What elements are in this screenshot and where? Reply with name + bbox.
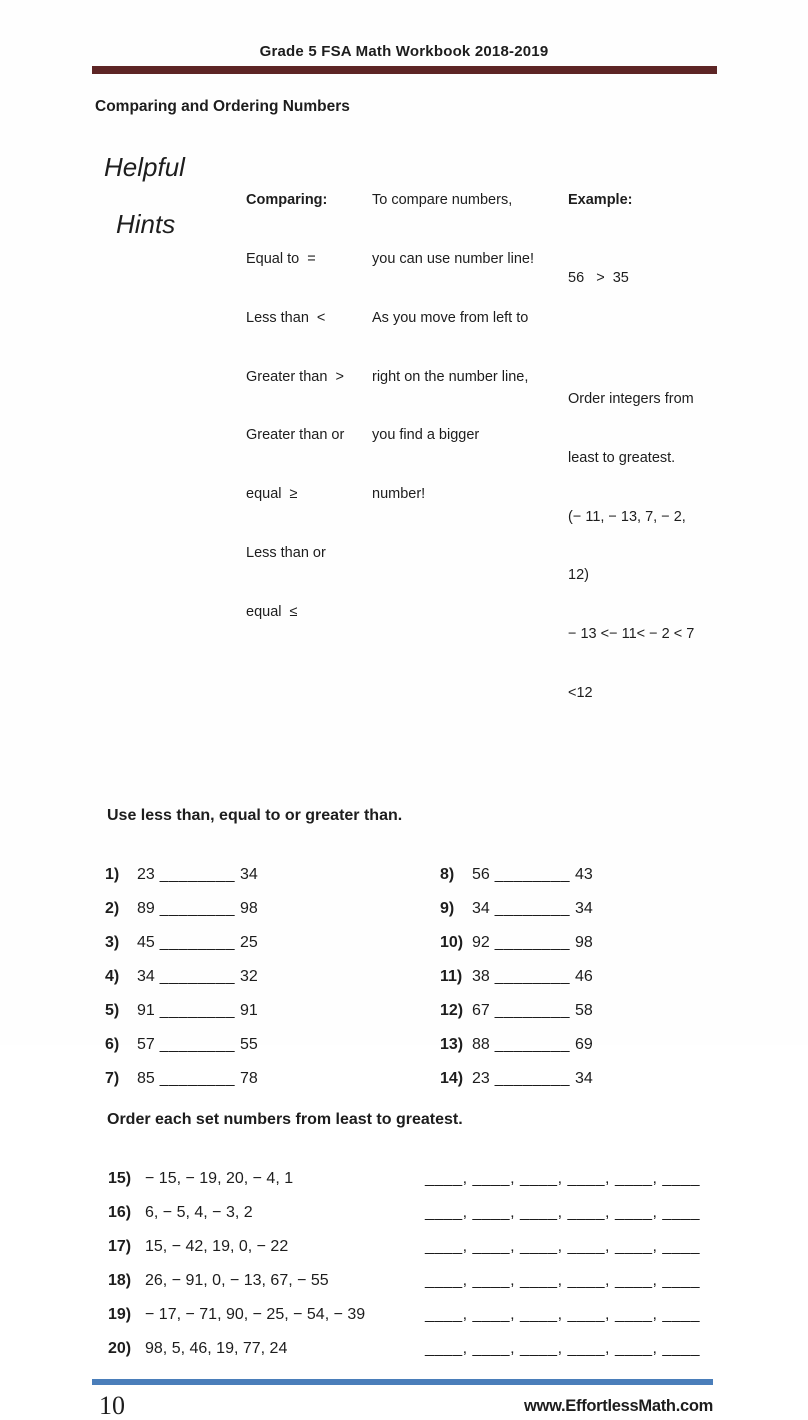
- section-title: Comparing and Ordering Numbers: [95, 98, 350, 115]
- compare-problem: [105, 1002, 440, 1036]
- comparing-line: Equal to =: [246, 250, 316, 267]
- answer-blank: ________: [159, 899, 235, 917]
- comparing-line: Less than <: [246, 309, 326, 326]
- answer-blank: ________: [494, 967, 570, 985]
- hints-label-line2: Hints: [116, 209, 176, 239]
- comparing-line: Less than or: [246, 544, 326, 561]
- problem-number: 9): [440, 899, 455, 917]
- compare-problem: [440, 1036, 593, 1070]
- site-url: www.EffortlessMath.com: [524, 1396, 713, 1415]
- number-set: 6, − 5, 4, − 3, 2: [145, 1203, 253, 1221]
- compare-problem: [440, 968, 593, 1002]
- compare-problem: [105, 1070, 440, 1104]
- compare-problem: [105, 900, 440, 934]
- answer-blank: ________: [159, 933, 235, 951]
- hints-label-line1: Helpful: [104, 152, 185, 182]
- right-value: 58: [574, 1001, 593, 1019]
- left-value: 38: [472, 967, 490, 985]
- compare-problems-right-column: [440, 866, 593, 1104]
- number-set: 26, − 91, 0, − 13, 67, − 55: [145, 1271, 329, 1289]
- number-set: 15, − 42, 19, 0, − 22: [145, 1237, 289, 1255]
- order-problem: [108, 1170, 808, 1204]
- left-value: 56: [472, 865, 490, 883]
- problem-number: 19): [108, 1305, 132, 1323]
- page-number: 10: [99, 1390, 125, 1420]
- answer-blanks: ____, ____, ____, ____, ____, ____: [425, 1203, 701, 1221]
- compare-problem: [105, 1036, 440, 1070]
- compare-problem: [105, 968, 440, 1002]
- comparing-line: Greater than >: [246, 368, 344, 385]
- left-value: 23: [472, 1069, 490, 1087]
- problem-number: 18): [108, 1271, 132, 1289]
- left-value: 89: [137, 899, 155, 917]
- problem-number: 20): [108, 1339, 132, 1357]
- problem-number: 16): [108, 1203, 132, 1221]
- left-value: 92: [472, 933, 490, 951]
- footer: [0, 1385, 808, 1420]
- comparing-column: [246, 152, 372, 661]
- header-rule: [92, 66, 717, 74]
- compare-problem: [440, 1002, 593, 1036]
- explanation-line: As you move from left to: [372, 309, 529, 326]
- answer-blank: ________: [494, 933, 570, 951]
- problem-number: 2): [105, 899, 120, 917]
- problem-number: 10): [440, 933, 464, 951]
- example-order-line: (− 11, − 13, 7, − 2,: [568, 508, 686, 525]
- example-order-line: − 13 <− 11< − 2 < 7: [568, 626, 695, 643]
- left-value: 34: [472, 899, 490, 917]
- answer-blanks: ____, ____, ____, ____, ____, ____: [425, 1169, 701, 1187]
- compare-problem: [440, 934, 593, 968]
- number-set: − 15, − 19, 20, − 4, 1: [145, 1169, 294, 1187]
- answer-blank: ________: [159, 865, 235, 883]
- comparing-line: Greater than or: [246, 427, 345, 444]
- answer-blank: ________: [494, 1069, 570, 1087]
- compare-problem: [440, 1070, 593, 1104]
- explanation-line: To compare numbers,: [372, 192, 513, 209]
- order-problem: [108, 1204, 808, 1238]
- problem-number: 6): [105, 1035, 120, 1053]
- right-value: 43: [574, 865, 593, 883]
- order-problems: [108, 1170, 808, 1374]
- answer-blank: ________: [494, 865, 570, 883]
- left-value: 45: [137, 933, 155, 951]
- explanation-line: you find a bigger: [372, 427, 480, 444]
- helpful-hints-box: [104, 152, 808, 782]
- problem-number: 7): [105, 1069, 120, 1087]
- explanation-column: [372, 152, 568, 544]
- order-problem: [108, 1306, 808, 1340]
- example-order-line: least to greatest.: [568, 449, 676, 466]
- example-comparison: 56 > 35: [568, 269, 629, 286]
- problem-number: 12): [440, 1001, 464, 1019]
- comparing-line: equal ≤: [246, 603, 298, 620]
- right-value: 98: [239, 899, 258, 917]
- problem-number: 4): [105, 967, 120, 985]
- right-value: 55: [239, 1035, 258, 1053]
- answer-blank: ________: [159, 1001, 235, 1019]
- answer-blank: ________: [159, 1035, 235, 1053]
- answer-blank: ________: [494, 1035, 570, 1053]
- left-value: 85: [137, 1069, 155, 1087]
- compare-problem: [440, 866, 593, 900]
- problem-number: 1): [105, 865, 120, 883]
- right-value: 91: [239, 1001, 258, 1019]
- right-value: 34: [574, 1069, 593, 1087]
- comparing-line: equal ≥: [246, 486, 298, 503]
- answer-blank: ________: [159, 967, 235, 985]
- left-value: 67: [472, 1001, 490, 1019]
- left-value: 34: [137, 967, 155, 985]
- right-value: 34: [239, 865, 258, 883]
- problem-number: 14): [440, 1069, 464, 1087]
- example-order-line: 12): [568, 567, 589, 584]
- problem-number: 11): [440, 967, 463, 985]
- order-problem: [108, 1340, 808, 1374]
- problem-number: 3): [105, 933, 120, 951]
- left-value: 23: [137, 865, 155, 883]
- right-value: 25: [239, 933, 258, 951]
- example-order-line: <12: [568, 684, 593, 701]
- problem-number: 15): [108, 1169, 132, 1187]
- right-value: 46: [574, 967, 593, 985]
- answer-blank: ________: [494, 899, 570, 917]
- comparing-title: Comparing:: [246, 192, 328, 209]
- compare-problem: [440, 900, 593, 934]
- compare-problem: [105, 934, 440, 968]
- compare-problems-left-column: [105, 866, 440, 1104]
- left-value: 57: [137, 1035, 155, 1053]
- page-header-title: Grade 5 FSA Math Workbook 2018-2019: [259, 43, 549, 60]
- answer-blank: ________: [159, 1069, 235, 1087]
- explanation-line: you can use number line!: [372, 250, 535, 267]
- number-set: − 17, − 71, 90, − 25, − 54, − 39: [145, 1305, 366, 1323]
- right-value: 98: [574, 933, 593, 951]
- left-value: 91: [137, 1001, 155, 1019]
- answer-blanks: ____, ____, ____, ____, ____, ____: [425, 1237, 701, 1255]
- hints-label-column: [104, 152, 246, 239]
- order-problem: [108, 1272, 808, 1306]
- answer-blanks: ____, ____, ____, ____, ____, ____: [425, 1305, 701, 1323]
- right-value: 69: [574, 1035, 593, 1053]
- right-value: 78: [239, 1069, 258, 1087]
- compare-problem: [105, 866, 440, 900]
- example-column: [568, 152, 728, 782]
- answer-blanks: ____, ____, ____, ____, ____, ____: [425, 1339, 701, 1357]
- problem-number: 17): [108, 1237, 132, 1255]
- example-order-line: Order integers from: [568, 390, 694, 407]
- order-problem: [108, 1238, 808, 1272]
- problem-number: 8): [440, 865, 455, 883]
- problem-number: 5): [105, 1001, 120, 1019]
- right-value: 32: [239, 967, 258, 985]
- order-instruction: Order each set numbers from least to greatest.: [107, 1110, 463, 1128]
- number-set: 98, 5, 46, 19, 77, 24: [145, 1339, 288, 1357]
- problem-number: 13): [440, 1035, 464, 1053]
- explanation-line: right on the number line,: [372, 368, 529, 385]
- explanation-line: number!: [372, 486, 426, 503]
- compare-problems: [105, 866, 808, 1104]
- answer-blanks: ____, ____, ____, ____, ____, ____: [425, 1271, 701, 1289]
- compare-instruction: Use less than, equal to or greater than.: [107, 806, 403, 824]
- left-value: 88: [472, 1035, 490, 1053]
- example-title: Example:: [568, 192, 633, 209]
- example-order-block: [568, 351, 728, 743]
- right-value: 34: [574, 899, 593, 917]
- answer-blank: ________: [494, 1001, 570, 1019]
